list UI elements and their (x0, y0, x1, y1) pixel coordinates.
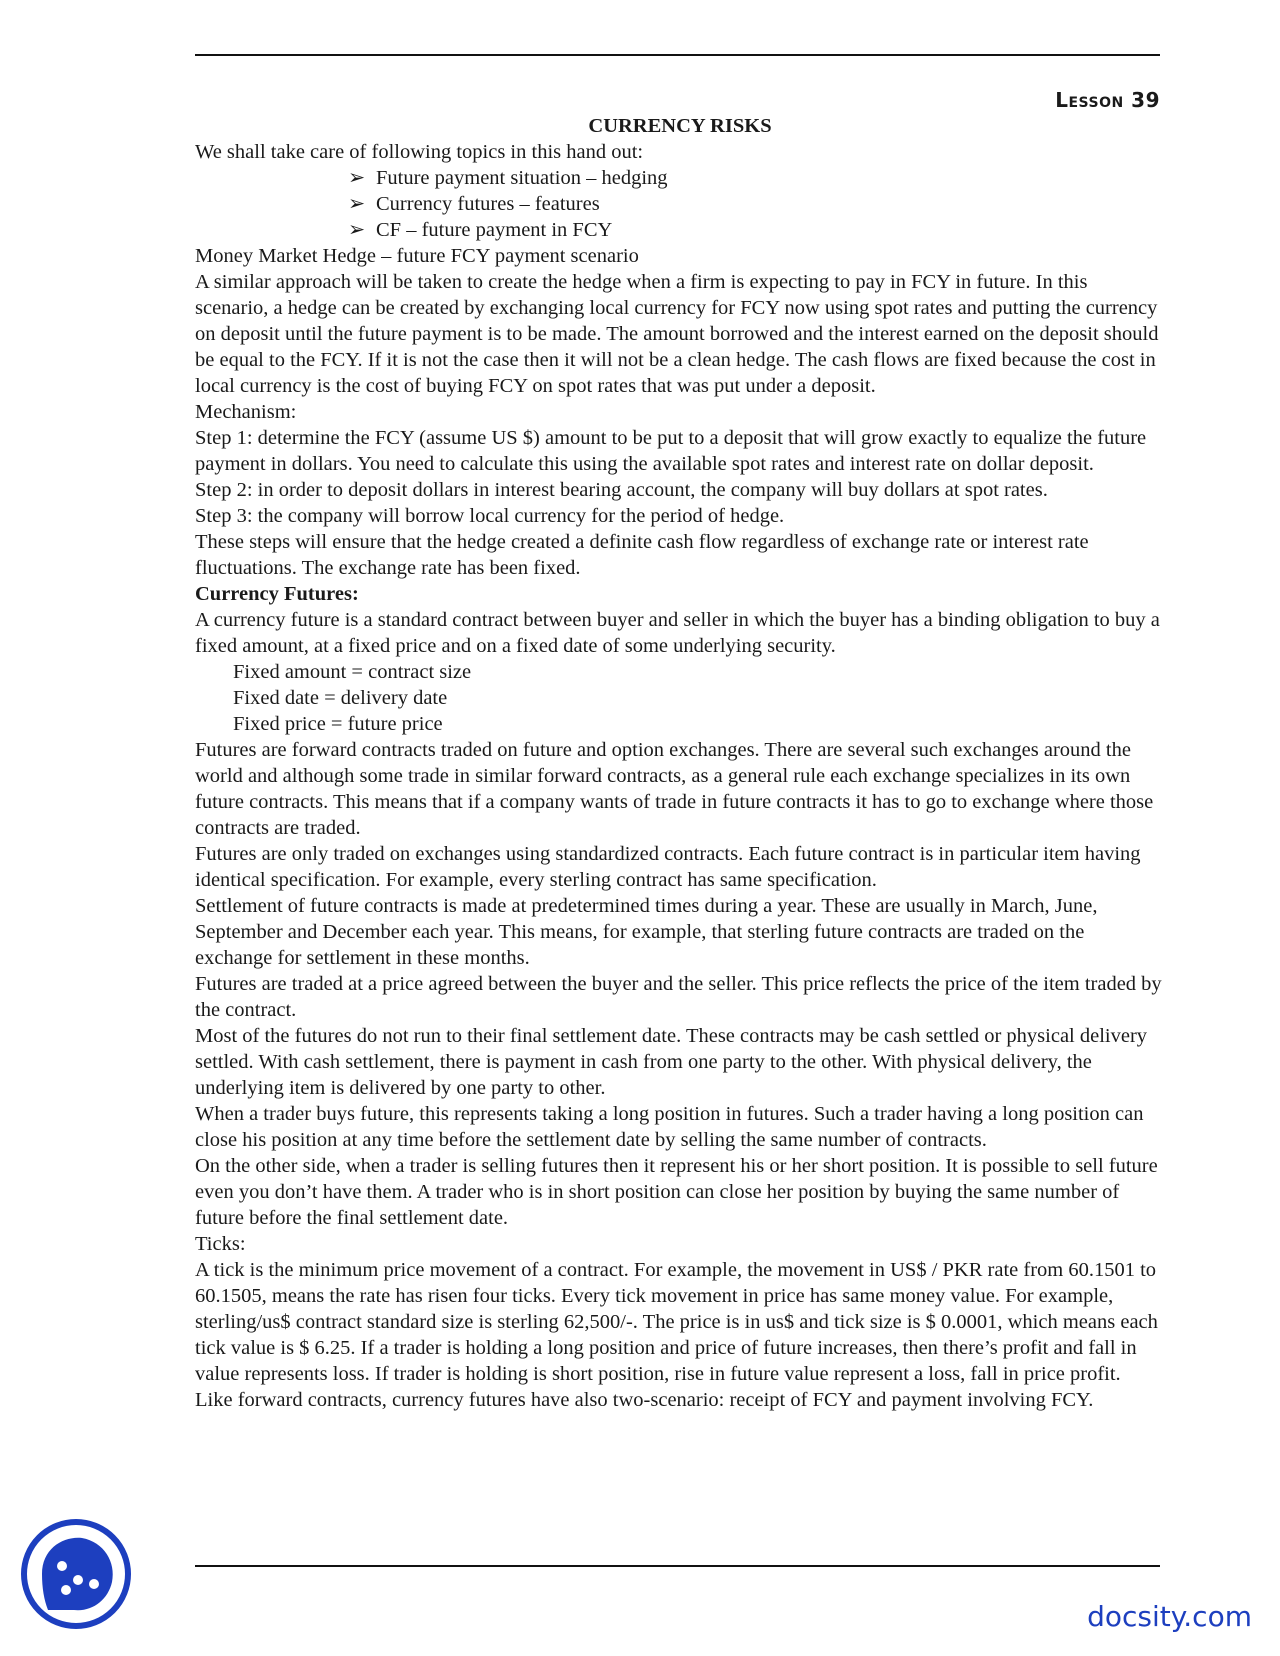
intro-text: We shall take care of following topics in this hand out: (195, 141, 644, 163)
fixed-price: Fixed price = future price (233, 713, 443, 735)
arrowhead-bullet-icon: ➢ (348, 193, 366, 215)
topic-list (195, 165, 1165, 243)
list-item: ➢ Currency futures – features (348, 193, 600, 215)
paragraph-cash-settlement: Most of the futures do not run to their final settlement date. These contracts may be cash settled or physical delivery settled. With cash settlement, there is payment in cash from one party to the other. With physical delivery, the underlying item is delivered by one party to other. (195, 1025, 1148, 1099)
document-title: CURRENCY RISKS (588, 115, 772, 137)
list-item: ➢ CF – future payment in FCY (348, 219, 613, 241)
docsity-logo-icon[interactable] (20, 1518, 132, 1630)
paragraph-ticks: A tick is the minimum price movement of a contract. For example, the movement in US$ / PKR rate from 60.1501 to 60.1505, means the rate has risen four ticks. Every tick movement in price has same money value. For example, sterling/us$ contract standard size is sterling 62,500/-. The price is in us$ and tick size is $ 0.0001, which means each tick value is $ 6.25. If a trader is holding a long position and price of future increases, then there’s profit and fall in value represents loss. If trader is holding is short position, rise in future value represent a loss, fall in price profit. (195, 1259, 1158, 1385)
currency-futures-heading: Currency Futures: (195, 583, 359, 605)
footer-rule (195, 1565, 1160, 1567)
step-1: Step 1: determine the FCY (assume US $) amount to be put to a deposit that will grow exactly to equalize the future payment in dollars. You need to calculate this using the available spot rates and interest rate on dollar deposit. (195, 427, 1147, 475)
money-market-paragraph: A similar approach will be taken to create the hedge when a firm is expecting to pay in FCY in future. In this scenario, a hedge can be created by exchanging local currency for FCY now using spot rates and putting the currency on deposit until the future payment is to be made. The amount borrowed and the interest earned on the deposit should be equal to the FCY. If it is not the case then it will not be a clean hedge. The cash flows are fixed because the cost in local currency is the cost of buying FCY on spot rates that was put under a deposit. (195, 271, 1159, 397)
arrowhead-bullet-icon: ➢ (348, 219, 366, 241)
arrowhead-bullet-icon: ➢ (348, 167, 366, 189)
list-item: ➢ Future payment situation – hedging (348, 167, 668, 189)
step-3: Step 3: the company will borrow local currency for the period of hedge. (195, 505, 785, 527)
paragraph-closing: Like forward contracts, currency futures have also two-scenario: receipt of FCY and payment involving FCY. (195, 1389, 1094, 1411)
header-rule (195, 54, 1160, 56)
docsity-brand-link[interactable]: docsity.com (1087, 1600, 1252, 1633)
paragraph-long-position: When a trader buys future, this represents taking a long position in futures. Such a trader having a long position can close his position at any time before the settlement date by selling the same number of contracts. (195, 1103, 1144, 1151)
currency-futures-definition: A currency future is a standard contract between buyer and seller in which the buyer has a binding obligation to buy a fixed amount, at a fixed price and on a fixed date of some underlying security. (195, 609, 1160, 657)
paragraph-standardized: Futures are only traded on exchanges using standardized contracts. Each future contract is in particular item having identical specification. For example, every sterling contract has same specification. (195, 843, 1141, 891)
steps-summary: These steps will ensure that the hedge created a definite cash flow regardless of exchange rate or interest rate fluctuations. The exchange rate has been fixed. (195, 531, 1089, 579)
money-market-heading: Money Market Hedge – future FCY payment scenario (195, 245, 639, 267)
paragraph-forward: Futures are forward contracts traded on future and option exchanges. There are several such exchanges around the world and although some trade in similar forward contracts, as a general rule each exchange specializes in its own future contracts. This means that if a company wants of trade in future contracts it has to go to exchange where those contracts are traded. (195, 739, 1154, 839)
paragraph-price: Futures are traded at a price agreed between the buyer and the seller. This price reflects the price of the item traded by the contract. (195, 973, 1162, 1021)
fixed-amount: Fixed amount = contract size (233, 661, 472, 683)
lesson-label: Lesson 39 (1055, 88, 1160, 112)
paragraph-settlement: Settlement of future contracts is made at predetermined times during a year. These are usually in March, June, September and December each year. This means, for example, that sterling future contracts are traded on the exchange for settlement in these months. (195, 895, 1098, 969)
ticks-label: Ticks: (195, 1233, 246, 1255)
fixed-date: Fixed date = delivery date (233, 687, 448, 709)
mechanism-label: Mechanism: (195, 401, 297, 423)
paragraph-short-position: On the other side, when a trader is selling futures then it represent his or her short position. It is possible to sell future even you don’t have them. A trader who is in short position can close her position by buying the same number of future before the final settlement date. (195, 1155, 1158, 1229)
document-body (195, 113, 1165, 1413)
step-2: Step 2: in order to deposit dollars in interest bearing account, the company will buy dollars at spot rates. (195, 479, 1048, 501)
